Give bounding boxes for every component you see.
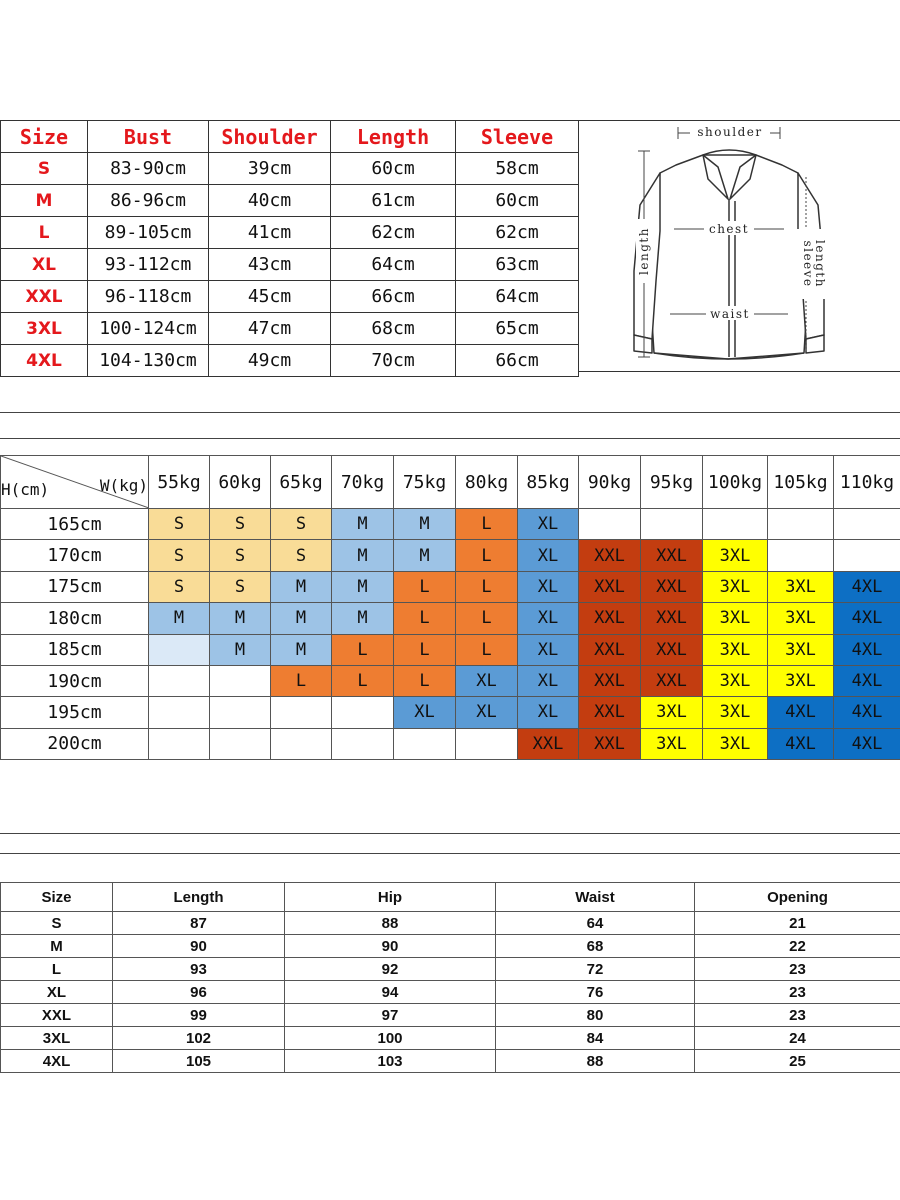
shirt-diagram-svg — [578, 121, 900, 371]
size-recommendation-cell: XXL — [641, 540, 703, 571]
size-recommendation-cell: 3XL — [641, 728, 703, 759]
size-recommendation-cell — [271, 697, 332, 728]
size-recommendation-cell — [210, 697, 271, 728]
size-recommendation-cell: 4XL — [834, 571, 900, 602]
size-recommendation-cell: L — [394, 603, 456, 634]
measurement-cell: 87 — [113, 912, 285, 935]
weight-header: 70kg — [332, 456, 394, 509]
measurement-cell: 93-112cm — [88, 249, 209, 281]
size-recommendation-cell: L — [394, 634, 456, 665]
size-cell: M — [1, 185, 88, 217]
table-row — [1, 665, 900, 696]
size-recommendation-cell: S — [210, 571, 271, 602]
length-label: length — [637, 227, 651, 275]
measurement-cell: 47cm — [209, 313, 331, 345]
pants-header-size: Size — [1, 883, 113, 912]
weight-header: 110kg — [834, 456, 900, 509]
table-row — [1, 1004, 900, 1027]
size-recommendation-cell — [768, 509, 834, 540]
size-recommendation-cell: M — [332, 603, 394, 634]
size-recommendation-cell: 3XL — [703, 603, 768, 634]
sleeve-length-label: length — [813, 240, 827, 288]
size-recommendation-cell — [834, 509, 900, 540]
size-recommendation-cell — [149, 728, 210, 759]
measurement-cell: 97 — [285, 1004, 496, 1027]
size-recommendation-cell: M — [149, 603, 210, 634]
measurement-cell: 76 — [496, 981, 695, 1004]
pants-size-table — [0, 882, 900, 1073]
size-recommendation-cell: XL — [394, 697, 456, 728]
measurement-cell: 96 — [113, 981, 285, 1004]
measurement-cell: 89-105cm — [88, 217, 209, 249]
height-cell: 200cm — [1, 728, 149, 759]
measurement-cell: 43cm — [209, 249, 331, 281]
measurement-cell: 100-124cm — [88, 313, 209, 345]
table-row — [1, 603, 900, 634]
size-recommendation-cell — [641, 509, 703, 540]
size-recommendation-cell: S — [149, 571, 210, 602]
measurement-cell: 96-118cm — [88, 281, 209, 313]
size-recommendation-cell: XL — [456, 697, 518, 728]
measurement-cell: 24 — [695, 1027, 900, 1050]
weight-axis-label: W(kg) — [99, 476, 148, 495]
size-recommendation-cell: 3XL — [703, 571, 768, 602]
measurement-cell: 84 — [496, 1027, 695, 1050]
measurement-cell: 66cm — [456, 345, 579, 377]
weight-header: 55kg — [149, 456, 210, 509]
size-cell: 4XL — [1, 1050, 113, 1073]
measurement-cell: 21 — [695, 912, 900, 935]
size-recommendation-cell: 4XL — [834, 603, 900, 634]
size-recommendation-cell: 4XL — [768, 728, 834, 759]
table-row — [1, 571, 900, 602]
corner-cell — [1, 456, 149, 509]
size-recommendation-cell: L — [332, 665, 394, 696]
measurement-cell: 60cm — [456, 185, 579, 217]
divider — [0, 833, 900, 834]
size-recommendation-cell: XXL — [579, 540, 641, 571]
shoulder-label: shoulder — [697, 125, 763, 139]
size-recommendation-cell: XL — [518, 509, 579, 540]
measurement-cell: 103 — [285, 1050, 496, 1073]
size-cell: 3XL — [1, 313, 88, 345]
size-cell: XL — [1, 249, 88, 281]
weight-header: 90kg — [579, 456, 641, 509]
size-recommendation-cell: 3XL — [703, 665, 768, 696]
size-recommendation-cell: XL — [456, 665, 518, 696]
waist-label: waist — [710, 307, 750, 321]
measurement-cell: 41cm — [209, 217, 331, 249]
measurement-cell: 80 — [496, 1004, 695, 1027]
size-recommendation-cell: M — [332, 509, 394, 540]
size-recommendation-cell: 3XL — [768, 665, 834, 696]
size-chart-body — [1, 509, 900, 760]
size-cell: XL — [1, 981, 113, 1004]
height-cell: 175cm — [1, 571, 149, 602]
height-cell: 190cm — [1, 665, 149, 696]
table-row — [1, 509, 900, 540]
size-recommendation-cell: XXL — [641, 634, 703, 665]
size-recommendation-cell: L — [456, 509, 518, 540]
size-recommendation-cell: L — [332, 634, 394, 665]
size-recommendation-cell — [768, 540, 834, 571]
shirt-measurement-diagram — [578, 120, 900, 372]
shirt-header-bust: Bust — [88, 121, 209, 153]
measurement-cell: 25 — [695, 1050, 900, 1073]
measurement-cell: 92 — [285, 958, 496, 981]
measurement-cell: 100 — [285, 1027, 496, 1050]
size-cell: S — [1, 912, 113, 935]
size-recommendation-cell: L — [456, 571, 518, 602]
table-row — [1, 697, 900, 728]
table-row — [1, 249, 579, 281]
size-cell: XXL — [1, 1004, 113, 1027]
size-recommendation-cell: M — [394, 509, 456, 540]
divider — [0, 412, 900, 413]
table-row — [1, 281, 579, 313]
size-recommendation-cell — [834, 540, 900, 571]
size-recommendation-cell: 3XL — [768, 634, 834, 665]
size-recommendation-cell — [210, 665, 271, 696]
size-recommendation-cell — [210, 728, 271, 759]
measurement-cell: 23 — [695, 958, 900, 981]
weight-header: 95kg — [641, 456, 703, 509]
measurement-cell: 72 — [496, 958, 695, 981]
pants-header-length: Length — [113, 883, 285, 912]
height-weight-size-chart — [0, 455, 900, 760]
measurement-cell: 64cm — [331, 249, 456, 281]
weight-header: 85kg — [518, 456, 579, 509]
size-recommendation-cell: S — [271, 540, 332, 571]
weight-header: 75kg — [394, 456, 456, 509]
size-recommendation-cell: 4XL — [834, 728, 900, 759]
table-row — [1, 958, 900, 981]
pants-header-waist: Waist — [496, 883, 695, 912]
weight-header: 100kg — [703, 456, 768, 509]
size-recommendation-cell: XL — [518, 571, 579, 602]
size-cell: 4XL — [1, 345, 88, 377]
height-cell: 170cm — [1, 540, 149, 571]
size-recommendation-cell: XXL — [579, 634, 641, 665]
size-recommendation-cell: XL — [518, 603, 579, 634]
measurement-cell: 88 — [285, 912, 496, 935]
size-recommendation-cell: L — [456, 603, 518, 634]
weight-header: 65kg — [271, 456, 332, 509]
measurement-cell: 23 — [695, 981, 900, 1004]
size-recommendation-cell: 3XL — [703, 728, 768, 759]
sleeve-label: sleeve — [801, 240, 815, 288]
height-cell: 185cm — [1, 634, 149, 665]
measurement-cell: 70cm — [331, 345, 456, 377]
measurement-cell: 23 — [695, 1004, 900, 1027]
height-cell: 165cm — [1, 509, 149, 540]
shirt-header-size: Size — [1, 121, 88, 153]
size-recommendation-cell: M — [394, 540, 456, 571]
size-recommendation-cell: 3XL — [703, 540, 768, 571]
size-recommendation-cell: S — [210, 509, 271, 540]
chest-label: chest — [708, 222, 750, 236]
size-recommendation-cell: L — [394, 665, 456, 696]
size-recommendation-cell: XXL — [518, 728, 579, 759]
size-recommendation-cell: L — [394, 571, 456, 602]
size-recommendation-cell: XXL — [579, 728, 641, 759]
measurement-cell: 49cm — [209, 345, 331, 377]
size-recommendation-cell: XXL — [641, 571, 703, 602]
pants-table-body — [1, 912, 900, 1073]
divider — [0, 438, 900, 439]
measurement-cell: 93 — [113, 958, 285, 981]
size-recommendation-cell: 4XL — [834, 665, 900, 696]
height-cell: 180cm — [1, 603, 149, 634]
shirt-table-header-row — [1, 121, 579, 153]
measurement-cell: 61cm — [331, 185, 456, 217]
table-row — [1, 217, 579, 249]
table-row — [1, 981, 900, 1004]
table-row — [1, 345, 579, 377]
table-row — [1, 313, 579, 345]
measurement-cell: 104-130cm — [88, 345, 209, 377]
size-recommendation-cell: L — [456, 540, 518, 571]
size-cell: M — [1, 935, 113, 958]
size-cell: L — [1, 217, 88, 249]
measurement-cell: 64cm — [456, 281, 579, 313]
measurement-cell: 68 — [496, 935, 695, 958]
size-recommendation-cell: 4XL — [768, 697, 834, 728]
measurement-cell: 68cm — [331, 313, 456, 345]
size-recommendation-cell: S — [210, 540, 271, 571]
shirt-table-body — [1, 153, 579, 377]
size-recommendation-cell — [149, 634, 210, 665]
measurement-cell: 86-96cm — [88, 185, 209, 217]
measurement-cell: 66cm — [331, 281, 456, 313]
size-recommendation-cell — [332, 728, 394, 759]
measurement-cell: 105 — [113, 1050, 285, 1073]
measurement-cell: 45cm — [209, 281, 331, 313]
size-recommendation-cell: XXL — [579, 697, 641, 728]
table-row — [1, 912, 900, 935]
size-recommendation-cell — [703, 509, 768, 540]
size-recommendation-cell — [149, 697, 210, 728]
size-recommendation-cell: L — [271, 665, 332, 696]
size-recommendation-cell — [579, 509, 641, 540]
size-recommendation-cell — [149, 665, 210, 696]
size-recommendation-cell: XL — [518, 634, 579, 665]
measurement-cell: 65cm — [456, 313, 579, 345]
size-recommendation-cell: L — [456, 634, 518, 665]
measurement-cell: 94 — [285, 981, 496, 1004]
size-cell: L — [1, 958, 113, 981]
pants-header-opening: Opening — [695, 883, 900, 912]
size-cell: S — [1, 153, 88, 185]
size-cell: 3XL — [1, 1027, 113, 1050]
weight-header: 60kg — [210, 456, 271, 509]
measurement-cell: 64 — [496, 912, 695, 935]
size-cell: XXL — [1, 281, 88, 313]
table-row — [1, 1050, 900, 1073]
table-row — [1, 935, 900, 958]
size-recommendation-cell: XL — [518, 697, 579, 728]
pants-table-header-row — [1, 883, 900, 912]
size-recommendation-cell: XXL — [641, 603, 703, 634]
table-row — [1, 728, 900, 759]
size-recommendation-cell: 3XL — [703, 634, 768, 665]
measurement-cell: 60cm — [331, 153, 456, 185]
size-recommendation-cell: 4XL — [834, 697, 900, 728]
measurement-cell: 90 — [285, 935, 496, 958]
size-recommendation-cell: 3XL — [641, 697, 703, 728]
size-recommendation-cell — [332, 697, 394, 728]
pants-header-hip: Hip — [285, 883, 496, 912]
height-axis-label: H(cm) — [1, 480, 50, 499]
weight-header-row — [1, 456, 900, 509]
weight-header: 80kg — [456, 456, 518, 509]
size-recommendation-cell: 3XL — [768, 603, 834, 634]
height-cell: 195cm — [1, 697, 149, 728]
size-recommendation-cell: XXL — [579, 603, 641, 634]
size-recommendation-cell: M — [271, 603, 332, 634]
size-recommendation-cell: XL — [518, 540, 579, 571]
size-recommendation-cell: M — [271, 571, 332, 602]
size-recommendation-cell: M — [210, 634, 271, 665]
size-recommendation-cell: M — [332, 571, 394, 602]
size-recommendation-cell: XXL — [579, 665, 641, 696]
size-recommendation-cell: 3XL — [768, 571, 834, 602]
divider — [0, 853, 900, 854]
size-recommendation-cell — [456, 728, 518, 759]
measurement-cell: 39cm — [209, 153, 331, 185]
size-recommendation-cell: XXL — [579, 571, 641, 602]
size-recommendation-cell: S — [149, 540, 210, 571]
measurement-cell: 88 — [496, 1050, 695, 1073]
table-row — [1, 185, 579, 217]
size-recommendation-cell: 4XL — [834, 634, 900, 665]
size-recommendation-cell: M — [332, 540, 394, 571]
shirt-header-sleeve: Sleeve — [456, 121, 579, 153]
measurement-cell: 62cm — [331, 217, 456, 249]
shirt-header-shoulder: Shoulder — [209, 121, 331, 153]
measurement-cell: 83-90cm — [88, 153, 209, 185]
size-recommendation-cell — [394, 728, 456, 759]
table-row — [1, 1027, 900, 1050]
size-recommendation-cell: S — [271, 509, 332, 540]
table-row — [1, 153, 579, 185]
measurement-cell: 58cm — [456, 153, 579, 185]
size-recommendation-cell: S — [149, 509, 210, 540]
size-recommendation-cell: M — [210, 603, 271, 634]
measurement-cell: 62cm — [456, 217, 579, 249]
size-recommendation-cell: XXL — [641, 665, 703, 696]
size-recommendation-cell — [271, 728, 332, 759]
table-row — [1, 540, 900, 571]
weight-header: 105kg — [768, 456, 834, 509]
shirt-header-length: Length — [331, 121, 456, 153]
measurement-cell: 63cm — [456, 249, 579, 281]
measurement-cell: 99 — [113, 1004, 285, 1027]
size-recommendation-cell: M — [271, 634, 332, 665]
table-row — [1, 634, 900, 665]
shirt-size-table — [0, 120, 579, 377]
measurement-cell: 102 — [113, 1027, 285, 1050]
size-recommendation-cell: 3XL — [703, 697, 768, 728]
measurement-cell: 40cm — [209, 185, 331, 217]
measurement-cell: 90 — [113, 935, 285, 958]
size-recommendation-cell: XL — [518, 665, 579, 696]
measurement-cell: 22 — [695, 935, 900, 958]
